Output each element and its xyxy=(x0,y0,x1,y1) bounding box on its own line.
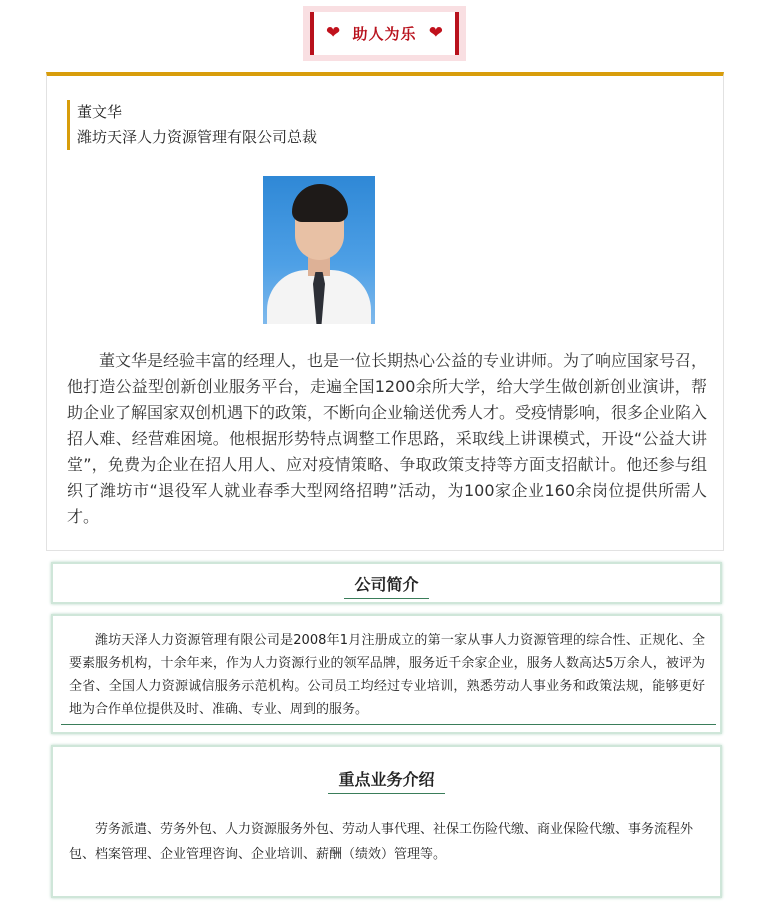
divider xyxy=(61,724,716,725)
business-box xyxy=(51,745,722,898)
heart-icon: ❤ xyxy=(428,23,443,43)
title-banner xyxy=(303,6,466,61)
company-intro-text: 潍坊天泽人力资源管理有限公司是2008年1月注册成立的第一家从事人力资源管理的综合性、正规化、全要素服务机构，十余年来，作为人力资源行业的领军品牌，服务近千余家企业，服务人数高达5万余人，被评为全省、全国人力资源诚信服务示范机构。公司员工均经过专业培训，熟悉劳动人事业务和政策法规，能够更好地为合作单位提供及时、准确、专业、周到的服务。 xyxy=(69,633,705,717)
bio-paragraph: 董文华是经验丰富的经理人，也是一位长期热心公益的专业讲师。为了响应国家号召，他打造公益型创新创业服务平台，走遍全国1200余所大学，给大学生做创新创业演讲，帮助企业了解国家双创机遇下的政策，不断向企业输送优秀人才。受疫情影响，很多企业陷入招人难、经营难困境。他根据形势特点调整工作思路，采取线上讲课模式，开设“公益大讲堂”，免费为企业在招人用人、应对疫情策略、争取政策支持等方面支招献计。他还参与组织了潍坊市“退役军人就业春季大型网络招聘”活动，为100家企业160余岗位提供所需人才。 xyxy=(67,351,708,526)
business-title: 重点业务介绍 xyxy=(328,767,444,794)
profile-card xyxy=(46,72,724,551)
company-intro-title-box xyxy=(51,562,722,604)
heart-icon: ❤ xyxy=(326,23,341,43)
banner-left-bar xyxy=(310,12,314,55)
portrait-photo xyxy=(263,176,375,324)
banner-inner xyxy=(314,12,455,55)
person-position: 潍坊天泽人力资源管理有限公司总裁 xyxy=(77,128,318,146)
company-intro-title: 公司简介 xyxy=(344,572,428,599)
banner-right-bar xyxy=(455,12,459,55)
banner-title: 助人为乐 xyxy=(352,25,417,43)
name-block xyxy=(67,100,317,150)
business-text: 劳务派遣、劳务外包、人力资源服务外包、劳动人事代理、社保工伤险代缴、商业保险代缴、事务流程外包、档案管理、企业管理咨询、企业培训、薪酬（绩效）管理等。 xyxy=(69,822,694,862)
company-intro-box xyxy=(51,614,722,734)
person-name: 董文华 xyxy=(77,103,123,121)
